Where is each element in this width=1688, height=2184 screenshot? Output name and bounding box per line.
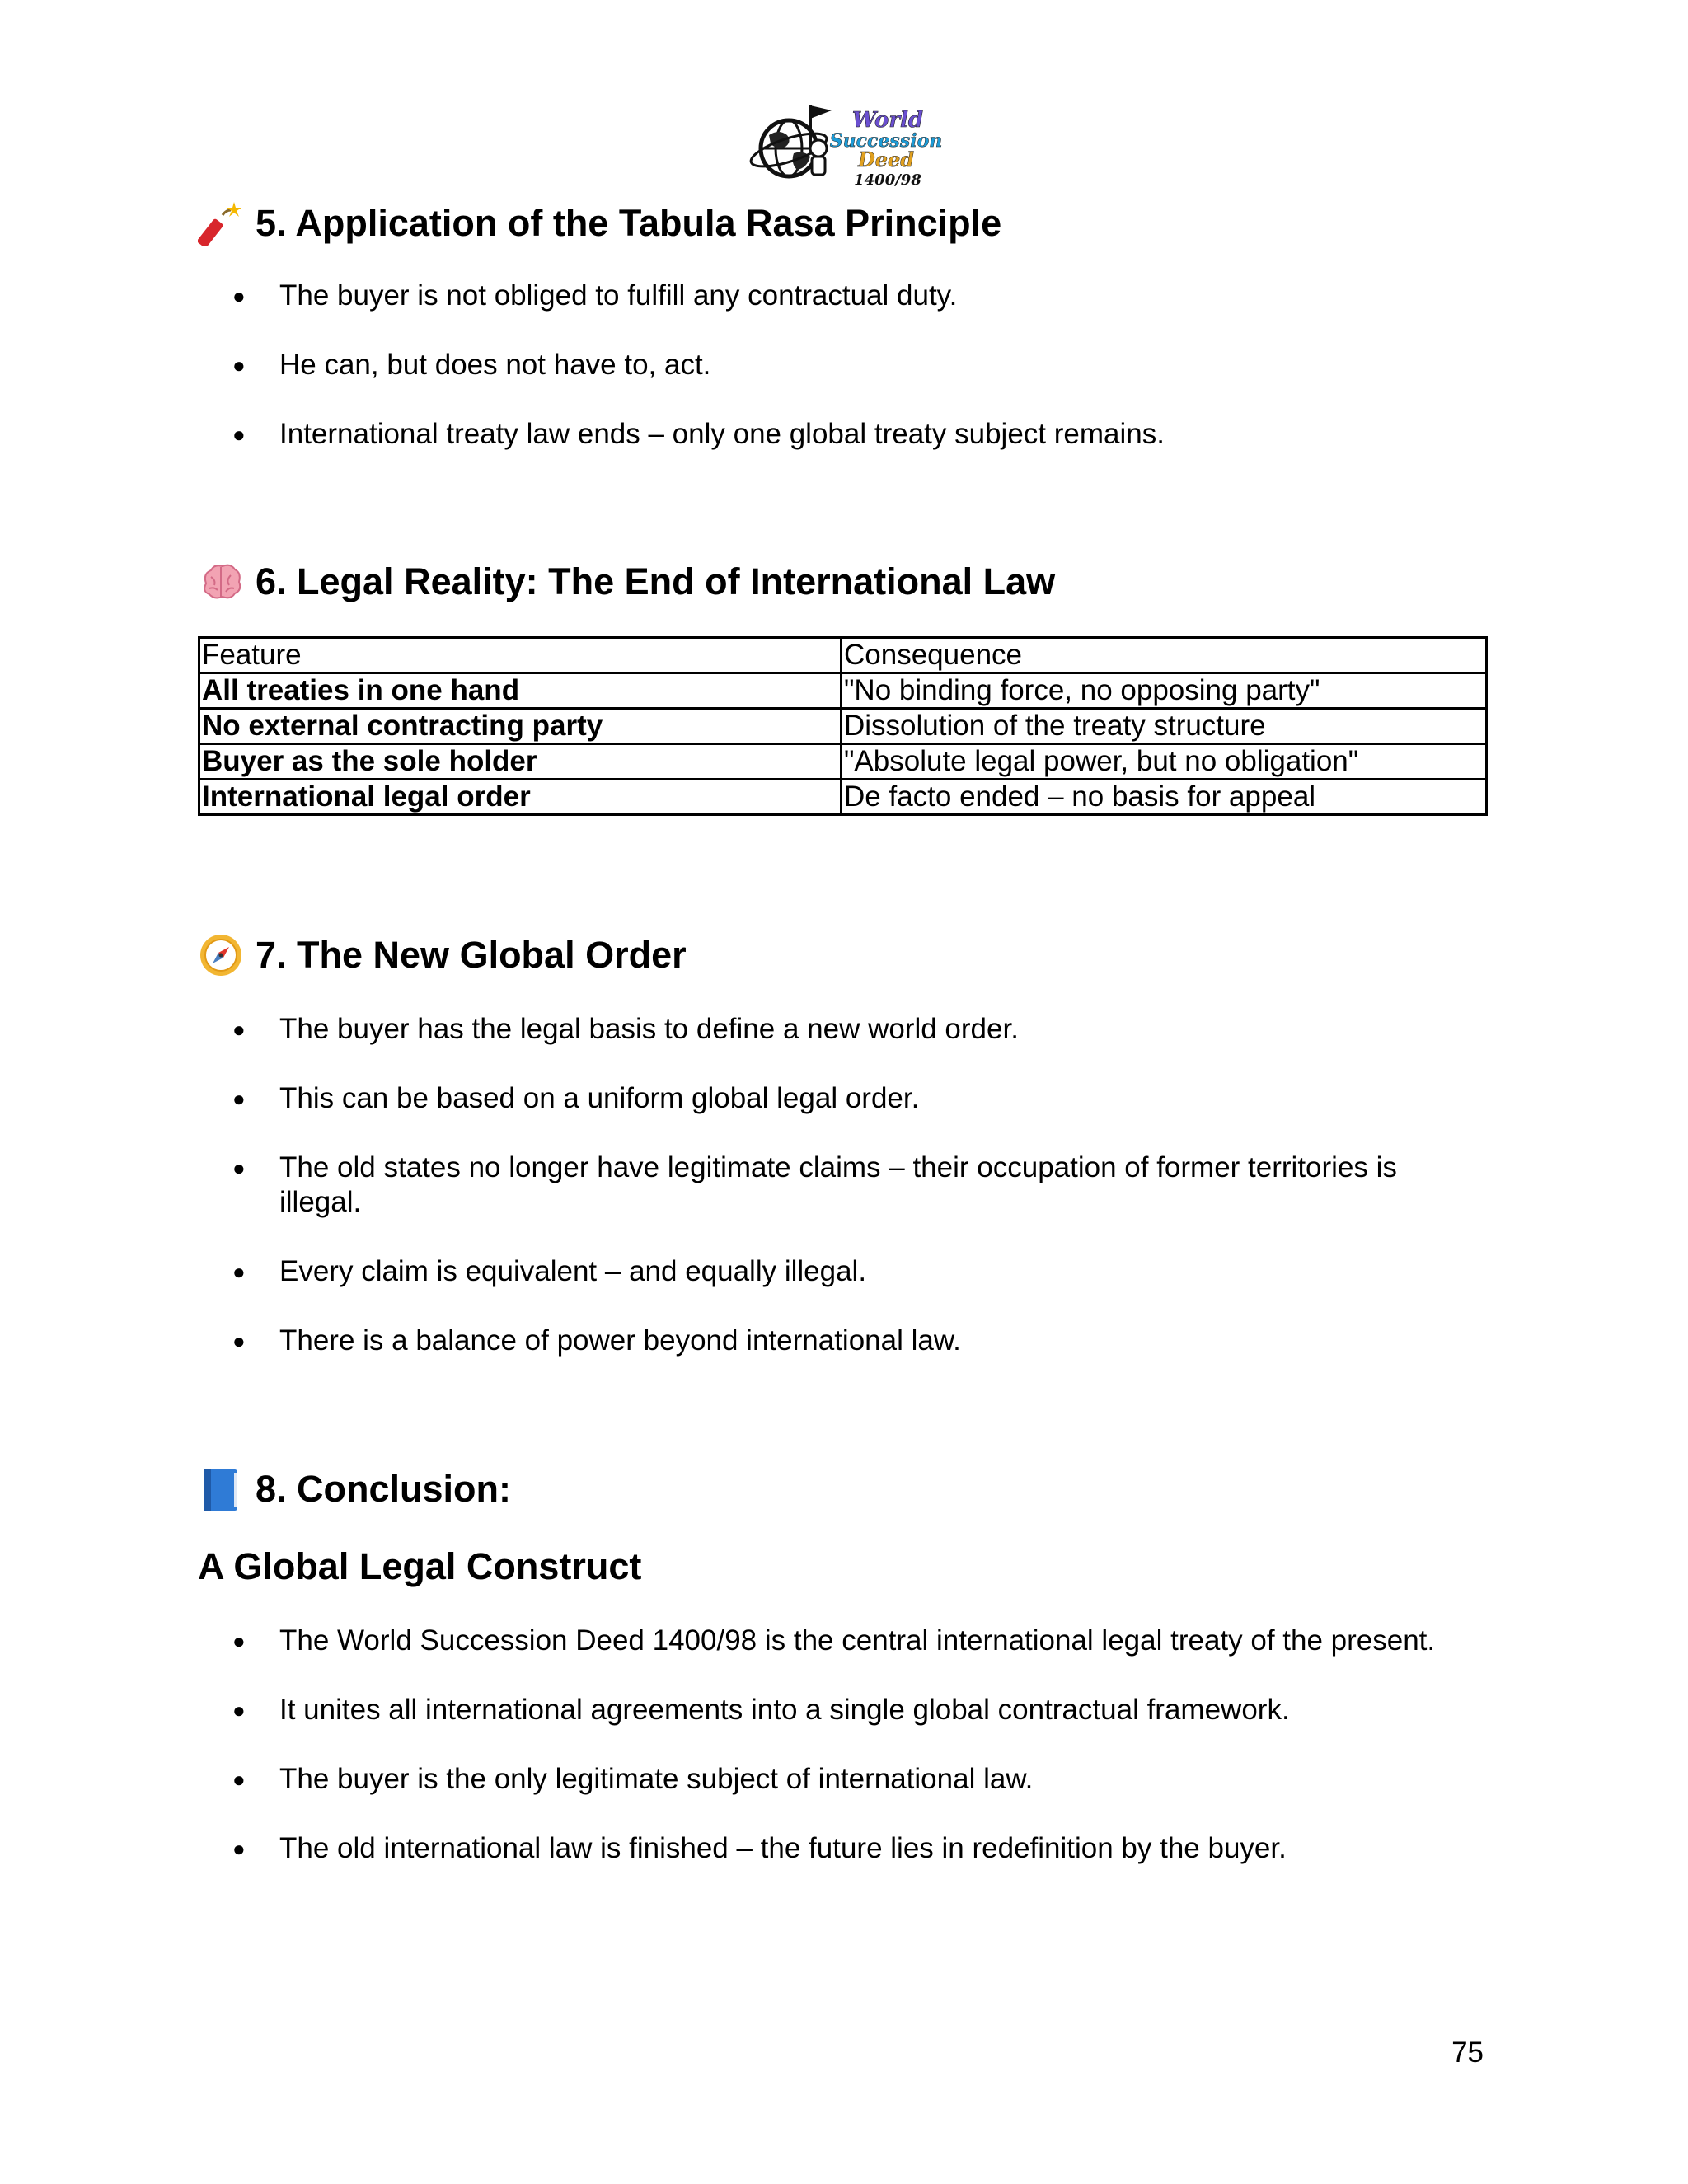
list-item: ● The buyer is not obliged to fulfill any contractual duty. [198, 279, 1484, 313]
compass-icon [198, 932, 244, 978]
section-8-bullet-list [198, 1624, 1484, 1866]
list-item: ● The old international law is finished – the future lies in redefinition by the buyer. [198, 1831, 1484, 1866]
world-succession-deed-logo [746, 99, 942, 191]
table-cell-consequence: "Absolute legal power, but no obligation" [842, 744, 1487, 780]
list-item: ● He can, but does not have to, act. [198, 348, 1484, 382]
list-item: ● The buyer has the legal basis to define a new world order. [198, 1012, 1484, 1047]
table-cell-feature: International legal order [199, 780, 842, 815]
blue-book-icon [198, 1466, 244, 1512]
svg-text:Deed: Deed [857, 148, 915, 171]
section-5-bullet-list [198, 279, 1484, 452]
section-7-bullet-list [198, 1012, 1484, 1358]
section-8-title: 8. Conclusion: [256, 1468, 512, 1510]
legal-reality-table [198, 636, 1488, 816]
section-8-subheading: A Global Legal Construct [198, 1545, 642, 1587]
table-header-cell: Consequence [842, 638, 1487, 673]
svg-text:1400/98: 1400/98 [854, 171, 921, 189]
table-header-cell: Feature [199, 638, 842, 673]
section-6-heading [198, 559, 1055, 605]
list-item: ● It unites all international agreements into a single global contractual framework. [198, 1693, 1484, 1727]
section-7-title: 7. The New Global Order [256, 934, 687, 976]
svg-text:Succession: Succession [829, 130, 942, 152]
list-item: ● There is a balance of power beyond international law. [198, 1324, 1484, 1358]
table-cell-consequence: Dissolution of the treaty structure [842, 709, 1487, 744]
table-cell-feature: Buyer as the sole holder [199, 744, 842, 780]
table-row [199, 780, 1487, 815]
table-row [199, 744, 1487, 780]
table-cell-consequence: De facto ended – no basis for appeal [842, 780, 1487, 815]
section-7-heading [198, 932, 687, 978]
table-header-row [199, 638, 1487, 673]
svg-text:World: World [851, 108, 924, 133]
brain-icon [198, 559, 244, 605]
page-number: 75 [1451, 2036, 1484, 2069]
list-item: ● This can be based on a uniform global legal order. [198, 1081, 1484, 1116]
list-item: ● Every claim is equivalent – and equally illegal. [198, 1254, 1484, 1289]
section-5-title: 5. Application of the Tabula Rasa Principle [256, 202, 1002, 244]
section-8-heading [198, 1466, 511, 1512]
table-cell-feature: No external contracting party [199, 709, 842, 744]
list-item: ● International treaty law ends – only one global treaty subject remains. [198, 417, 1484, 452]
section-6-title: 6. Legal Reality: The End of International Law [256, 560, 1056, 602]
firecracker-icon [198, 200, 244, 246]
table-cell-consequence: "No binding force, no opposing party" [842, 673, 1487, 709]
table-cell-feature: All treaties in one hand [199, 673, 842, 709]
list-item: ● The old states no longer have legitimate claims – their occupation of former territories is illegal. [198, 1151, 1484, 1220]
astronaut-icon [810, 140, 827, 175]
section-5-heading [198, 200, 1001, 246]
list-item: ● The buyer is the only legitimate subject of international law. [198, 1762, 1484, 1797]
table-row [199, 709, 1487, 744]
list-item: ● The World Succession Deed 1400/98 is the central international legal treaty of the present. [198, 1624, 1484, 1658]
table-row [199, 673, 1487, 709]
